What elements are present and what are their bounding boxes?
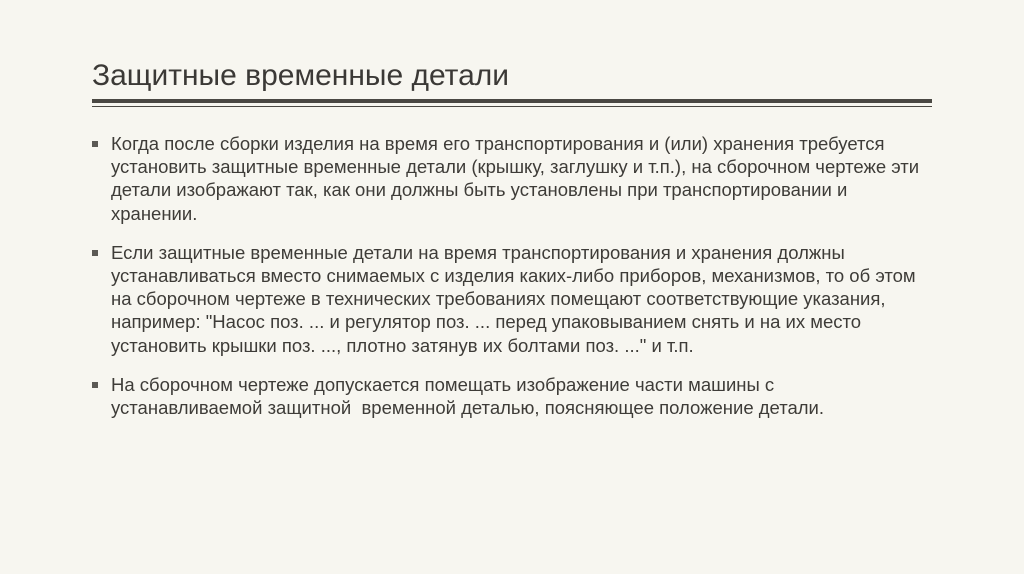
square-bullet-icon bbox=[92, 250, 98, 256]
square-bullet-icon bbox=[92, 141, 98, 147]
bullet-item bbox=[92, 132, 925, 225]
bullet-text: На сборочном чертеже допускается помещать изображение части машины с устанавливаемой защитной временной деталью, поясняющее положение детали. bbox=[111, 373, 825, 419]
title-divider-thin bbox=[92, 106, 932, 107]
bullet-text: Если защитные временные детали на время транспортирования и хранения должны устанавливаться вместо снимаемых с изделия каких-либо приборов, механизмов, то об этом на сборочном чертеже в технических требованиях помещают соответствующие указания, например: "Насос поз. ... и регулятор поз. ... перед упаковыванием снять и на их место установить крышки поз. ..., плотно затянув их болтами поз. ..." и т.п. bbox=[111, 241, 921, 356]
bullet-item bbox=[92, 241, 922, 357]
bullet-text: Когда после сборки изделия на время его транспортирования и (или) хранения требуется установить защитные временные детали (крышку, заглушку и т.п.), на сборочном чертеже эти детали изображают так, как они должны быть установлены при транспортировании и хранении. bbox=[111, 133, 925, 224]
slide-title: Защитные временные детали bbox=[92, 59, 510, 92]
bullet-list bbox=[92, 132, 925, 435]
title-divider-thick bbox=[92, 99, 932, 103]
bullet-item bbox=[92, 373, 922, 419]
square-bullet-icon bbox=[92, 382, 98, 388]
